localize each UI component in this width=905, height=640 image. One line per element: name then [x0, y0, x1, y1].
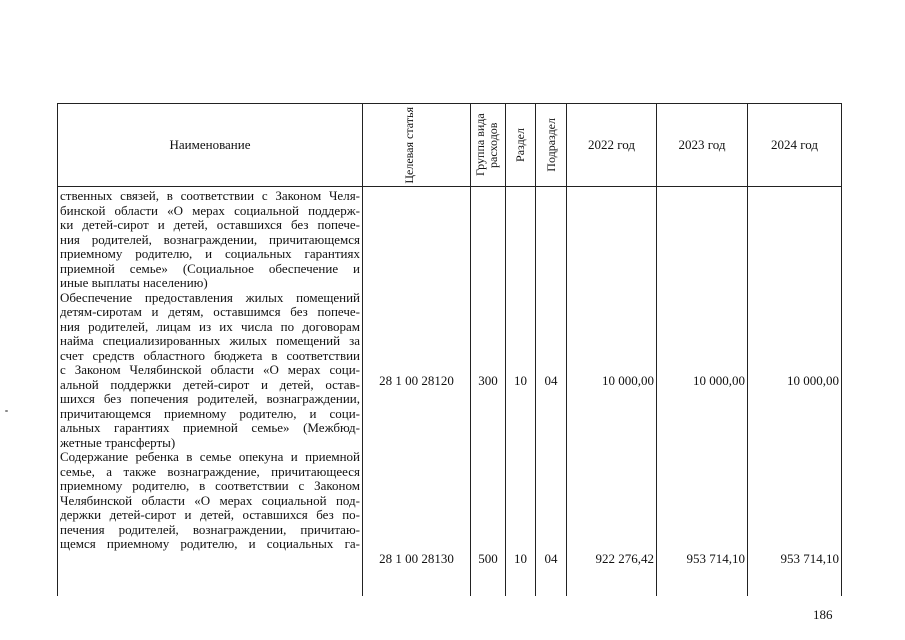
- name-line: шихся без попечения родителей, вознаграждении,: [60, 391, 360, 406]
- name-line: ки детей-сирот и детей, оставшихся без попече-: [60, 217, 360, 232]
- header-subsection-label: Подраздел: [543, 118, 558, 172]
- section-cell: [506, 187, 536, 597]
- subsection-cell: [536, 187, 567, 597]
- amount-2024-cell: [748, 187, 842, 597]
- row-1-subsection: 04: [544, 373, 558, 388]
- header-2023: [657, 104, 748, 187]
- name-cell: [58, 187, 363, 597]
- name-line: приемному родителю, в соответствии с Законом: [60, 478, 360, 493]
- row-2-amount-2022: 922 276,42: [595, 551, 654, 566]
- header-target-article: [363, 104, 471, 187]
- row-2-expense-group: 500: [478, 551, 498, 566]
- name-line: детям-сиротам и детям, оставшимся без попече-: [60, 304, 360, 319]
- name-line: иные выплаты населению): [60, 275, 208, 290]
- row-2-subsection: 04: [544, 551, 558, 566]
- name-line: ственных связей, в соответствии с Законом Челя-: [60, 188, 360, 203]
- header-section: [506, 104, 536, 187]
- row-1-amount-2023: 10 000,00: [693, 373, 745, 388]
- row-2-section: 10: [514, 551, 527, 566]
- name-line: приемной семье» (Социальное обеспечение и: [60, 260, 360, 276]
- header-2022-label: 2022 год: [588, 137, 635, 152]
- header-2024: [748, 104, 842, 187]
- row-1-expense-group: 300: [478, 373, 498, 388]
- name-line: бинской области «О мерах социальной поддерж-: [60, 202, 360, 218]
- name-line: ния родителей, вознаграждении, причитающемся: [60, 231, 360, 247]
- name-text: [60, 189, 360, 552]
- name-line: семье, а также вознаграждение, причитающееся: [60, 463, 360, 479]
- header-subsection: [536, 104, 567, 187]
- name-line: приемному родителю, и социальных гарантиях: [60, 246, 360, 261]
- expense-group-cell: [471, 187, 506, 597]
- name-line: держки детей-сирот и детей, оставшихся без по-: [60, 507, 360, 522]
- name-line: ния родителей, лицам из их числа по договорам: [60, 318, 360, 334]
- name-line: счет средств областного бюджета в соответствии: [60, 347, 360, 363]
- header-2024-label: 2024 год: [771, 137, 818, 152]
- header-2022: [567, 104, 657, 187]
- table-row: [58, 187, 842, 597]
- name-line: с Законом Челябинской области «О мерах соци-: [60, 362, 360, 377]
- row-1-target-article: 28 1 00 28120: [379, 373, 454, 388]
- row-1-amount-2024: 10 000,00: [787, 373, 839, 388]
- page-number: 186: [813, 607, 833, 622]
- header-2023-label: 2023 год: [678, 137, 726, 152]
- row-1-amount-2022: 10 000,00: [602, 373, 654, 388]
- name-line: альных гарантиях приемной семье» (Межбюд-: [60, 420, 360, 435]
- header-name: [58, 104, 363, 187]
- amount-2022-cell: [567, 187, 657, 597]
- header-target-article-label: Целевая статья: [401, 106, 416, 184]
- target-article-cell: [363, 187, 471, 597]
- budget-table: [57, 103, 842, 596]
- amount-2023-cell: [657, 187, 748, 597]
- name-line: альной поддержки детей-сирот и детей, остав-: [60, 376, 360, 392]
- header-expense-group-label: Группа вида расходов: [473, 113, 500, 177]
- name-line: щемся приемному родителю, и социальных га-: [60, 536, 360, 551]
- header-expense-group: [471, 104, 506, 187]
- row-1-section: 10: [514, 373, 527, 388]
- name-line: печения родителей, вознаграждении, причитаю-: [60, 521, 360, 537]
- scan-speck: [5, 410, 8, 412]
- header-section-label: Раздел: [513, 128, 527, 162]
- table-header-row: [58, 104, 842, 187]
- name-line: найма специализированных жилых помещений за: [60, 333, 360, 348]
- name-line: жетные трансферты): [60, 434, 176, 450]
- name-line: Содержание ребенка в семье опекуна и приемной: [60, 449, 360, 464]
- row-2-amount-2024: 953 714,10: [780, 551, 839, 566]
- name-line: причитающемся приемному родителю, и соци-: [60, 405, 360, 421]
- name-line: Челябинской области «О мерах социальной под-: [60, 492, 360, 508]
- header-name-label: Наименование: [169, 137, 251, 152]
- row-2-target-article: 28 1 00 28130: [379, 551, 454, 566]
- row-2-amount-2023: 953 714,10: [686, 551, 745, 566]
- name-line: Обеспечение предоставления жилых помещений: [60, 289, 360, 305]
